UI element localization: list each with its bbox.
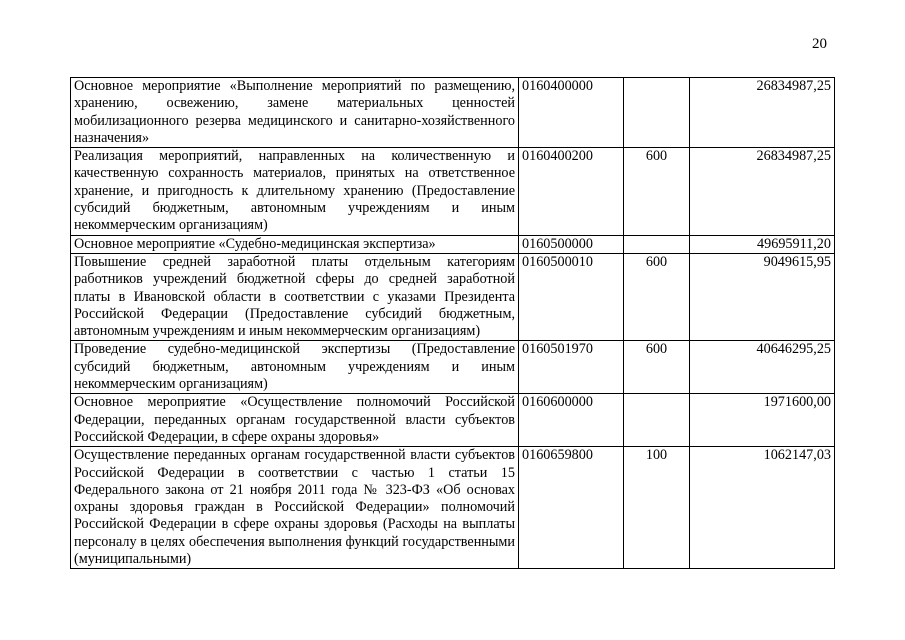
description-cell: Проведение судебно-медицинской экспертизы (Предоставление субсидий бюджетным, автономным учреждениям и иным некоммерческим организациям) — [71, 341, 519, 394]
table-row — [71, 148, 835, 235]
target-code-cell: 0160600000 — [519, 394, 624, 447]
target-code-cell: 0160400200 — [519, 148, 624, 235]
amount-cell: 40646295,25 — [690, 341, 835, 394]
amount-cell: 49695911,20 — [690, 235, 835, 253]
expense-type-cell — [624, 78, 690, 148]
expense-type-cell: 600 — [624, 253, 690, 340]
page-number: 20 — [812, 36, 827, 52]
table-row — [71, 78, 835, 148]
target-code-cell: 0160500000 — [519, 235, 624, 253]
description-cell: Основное мероприятие «Выполнение мероприятий по размещению, хранению, освежению, замене материальных ценностей мобилизационного резерва медицинского и санитарно-хозяйственного назначения» — [71, 78, 519, 148]
amount-cell: 26834987,25 — [690, 78, 835, 148]
table-row — [71, 447, 835, 569]
target-code-cell: 0160400000 — [519, 78, 624, 148]
expense-type-cell — [624, 394, 690, 447]
expense-type-cell: 600 — [624, 341, 690, 394]
description-cell: Реализация мероприятий, направленных на количественную и качественную сохранность материалов, принятых на ответственное хранение, и пригодность к длительному хранению (Предоставление субсидий бюджетным, автономным учреждениям и иным некоммерческим организациям) — [71, 148, 519, 235]
description-cell: Повышение средней заработной платы отдельным категориям работников учреждений бюджетной сферы до средней заработной платы в Ивановской области в соответствии с указами Президента Российской Федерации (Предоставление субсидий бюджетным, автономным учреждениям и иным некоммерческим организациям) — [71, 253, 519, 340]
expense-type-cell: 600 — [624, 148, 690, 235]
table-row — [71, 341, 835, 394]
description-cell: Основное мероприятие «Судебно-медицинская экспертиза» — [71, 235, 519, 253]
amount-cell: 1062147,03 — [690, 447, 835, 569]
amount-cell: 1971600,00 — [690, 394, 835, 447]
target-code-cell: 0160501970 — [519, 341, 624, 394]
table-row — [71, 235, 835, 253]
target-code-cell: 0160500010 — [519, 253, 624, 340]
table-row — [71, 253, 835, 340]
table-row — [71, 394, 835, 447]
description-cell: Осуществление переданных органам государственной власти субъектов Российской Федерации в соответствии с частью 1 статьи 15 Федерального закона от 21 ноября 2011 года № 323-ФЗ «Об основах охраны здоровья граждан в Российской Федерации» полномочий Российской Федерации в сфере охраны здоровья (Расходы на выплаты персоналу в целях обеспечения выполнения функций государственными (муниципальными) — [71, 447, 519, 569]
description-cell: Основное мероприятие «Осуществление полномочий Российской Федерации, переданных органам государственной власти субъектов Российской Федерации, в сфере охраны здоровья» — [71, 394, 519, 447]
amount-cell: 26834987,25 — [690, 148, 835, 235]
expense-type-cell — [624, 235, 690, 253]
amount-cell: 9049615,95 — [690, 253, 835, 340]
target-code-cell: 0160659800 — [519, 447, 624, 569]
expense-type-cell: 100 — [624, 447, 690, 569]
budget-table — [70, 77, 835, 569]
